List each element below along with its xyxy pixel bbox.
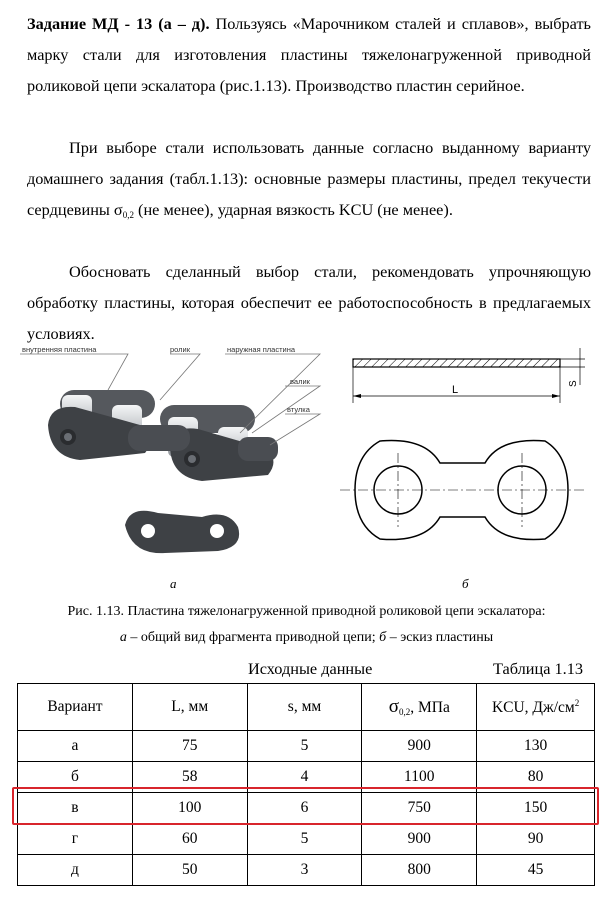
row-highlight-frame bbox=[12, 787, 599, 825]
caption-b: б bbox=[379, 630, 387, 645]
header-sigma bbox=[362, 684, 477, 731]
table-subtitle: Исходные данные bbox=[248, 659, 373, 678]
kcu-sup: 2 bbox=[574, 697, 580, 708]
cell-kcu: 130 bbox=[477, 731, 595, 762]
chain-illustration bbox=[20, 345, 320, 553]
header-kcu bbox=[477, 684, 595, 731]
label-pin: валик bbox=[290, 377, 310, 386]
cell-L: 58 bbox=[132, 762, 247, 793]
plate-sketch bbox=[340, 348, 585, 540]
cell-variant: в bbox=[18, 793, 133, 824]
cell-kcu: 90 bbox=[477, 824, 595, 855]
task-paragraph-1 bbox=[27, 8, 591, 101]
label-bushing: втулка bbox=[287, 405, 310, 414]
cell-sigma: 900 bbox=[362, 731, 477, 762]
cell-s: 5 bbox=[247, 824, 362, 855]
task-text-2a: При выборе стали использовать данные согласно выданному варианту домашнего задания (табл.1.13): основные размеры пластины, предел текучести сердцевины σ bbox=[27, 138, 591, 219]
cell-sigma: 1100 bbox=[362, 762, 477, 793]
cell-s: 3 bbox=[247, 855, 362, 886]
cell-L: 50 bbox=[132, 855, 247, 886]
cell-variant: б bbox=[18, 762, 133, 793]
label-roller: ролик bbox=[170, 345, 191, 354]
cell-sigma: 750 bbox=[362, 793, 477, 824]
sigma-subscript: 0,2 bbox=[122, 210, 134, 220]
caption-a: а bbox=[119, 630, 127, 645]
kcu-label: KCU, Дж/см bbox=[491, 698, 575, 716]
cell-L: 75 bbox=[132, 731, 247, 762]
header-variant: Вариант bbox=[18, 684, 133, 731]
figure-caption-line-2 bbox=[0, 630, 613, 646]
figure-caption-line-1: Рис. 1.13. Пластина тяжелонагруженной приводной роликовой цепи эскалатора: bbox=[67, 604, 546, 619]
task-text-2b: (не менее), ударная вязкость KCU (не менее). bbox=[133, 200, 453, 219]
sigma-unit: , МПа bbox=[410, 699, 450, 716]
cell-sigma: 800 bbox=[362, 855, 477, 886]
sigma-symbol: σ bbox=[388, 696, 399, 717]
task-title: Задание МД - 13 (а – д). bbox=[27, 14, 210, 33]
cell-L: 100 bbox=[132, 793, 247, 824]
cell-s: 4 bbox=[247, 762, 362, 793]
cell-variant: а bbox=[18, 731, 133, 762]
cell-sigma: 900 bbox=[362, 824, 477, 855]
cell-variant: д bbox=[18, 855, 133, 886]
caption-a-text: – общий вид фрагмента приводной цепи; bbox=[126, 630, 380, 645]
table-number: Таблица 1.13 bbox=[493, 659, 583, 678]
cell-kcu: 150 bbox=[477, 793, 595, 824]
task-paragraph-3: Обосновать сделанный выбор стали, рекомендовать упрочняющую обработку пластины, которая обеспечит ее работоспособность в предлагаемых условиях. bbox=[27, 262, 591, 343]
cell-s: 6 bbox=[247, 793, 362, 824]
task-text-1: Пользуясь «Марочником сталей и сплавов», выбрать марку стали для изготовления пластины тяжелонагруженной приводной роликовой цепи эскалатора (рис.1.13). Производство пластин серийное. bbox=[27, 14, 591, 95]
dim-L-label: L bbox=[452, 384, 459, 396]
header-L: L, мм bbox=[132, 684, 247, 731]
table-row bbox=[18, 731, 595, 762]
cell-kcu: 80 bbox=[477, 762, 595, 793]
subfigure-b-label: б bbox=[462, 576, 469, 591]
table-row bbox=[18, 824, 595, 855]
figure-1-13 bbox=[20, 345, 600, 595]
data-table bbox=[17, 683, 595, 886]
cell-variant: г bbox=[18, 824, 133, 855]
table-header-row bbox=[18, 684, 595, 731]
label-outer-plate: наружная пластина bbox=[227, 345, 296, 354]
cell-kcu: 45 bbox=[477, 855, 595, 886]
cell-s: 5 bbox=[247, 731, 362, 762]
dim-s-label: S bbox=[568, 380, 579, 387]
label-inner-plate: внутренняя пластина bbox=[22, 345, 97, 354]
task-paragraph-2 bbox=[27, 132, 591, 231]
cell-L: 60 bbox=[132, 824, 247, 855]
caption-b-text: – эскиз пластины bbox=[386, 630, 494, 645]
subfigure-a-label: а bbox=[170, 576, 177, 591]
sigma-sub: 0,2 bbox=[398, 707, 411, 717]
header-s: s, мм bbox=[247, 684, 362, 731]
table-row bbox=[18, 855, 595, 886]
